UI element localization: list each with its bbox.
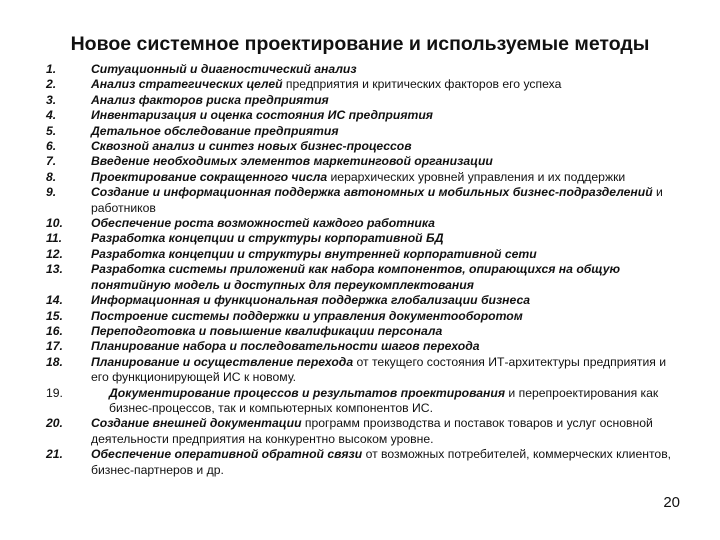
- list-item: [46, 170, 686, 185]
- list-item: [46, 139, 686, 154]
- item-number: 20.: [46, 416, 63, 431]
- item-text-emphasis: Разработка концепции и структуры внутренней корпоративной сети: [91, 246, 537, 261]
- item-text: [91, 447, 686, 478]
- list-item: [46, 324, 686, 339]
- item-number: 2.: [46, 77, 57, 92]
- item-text: [91, 231, 686, 246]
- item-text: [91, 216, 686, 231]
- item-text: [91, 108, 686, 123]
- item-text: [91, 93, 686, 108]
- list-item: [46, 339, 686, 354]
- list-item: [46, 108, 686, 123]
- list-item: [46, 93, 686, 108]
- item-text: [91, 77, 686, 92]
- page-number: 20: [663, 494, 680, 511]
- item-number: 12.: [46, 246, 63, 261]
- item-number: 9.: [46, 185, 57, 200]
- item-text: [91, 262, 686, 293]
- item-text: [91, 339, 686, 354]
- item-text-emphasis: Документирование процессов и результатов проектирования: [109, 385, 506, 400]
- item-text: [91, 324, 686, 339]
- item-text-regular: и работников: [91, 185, 663, 215]
- list-item: [46, 231, 686, 246]
- item-number: 10.: [46, 216, 63, 231]
- item-number: 1.: [46, 62, 57, 76]
- item-number: 6.: [46, 139, 57, 154]
- item-text-regular: от возможных потребителей, коммерческих клиентов, бизнес-партнеров и др.: [91, 447, 672, 477]
- page-title: Новое системное проектирование и используемые методы: [70, 33, 650, 55]
- item-text: [91, 185, 686, 216]
- item-text: [91, 386, 686, 417]
- item-number: 18.: [46, 354, 63, 369]
- item-number: 14.: [46, 293, 63, 308]
- list-item: [46, 416, 686, 447]
- item-number: 16.: [46, 323, 63, 338]
- item-text-regular: от текущего состояния ИТ-архитектуры предприятия и его функционирующей ИС к новому.: [91, 354, 667, 385]
- list-item: [46, 216, 686, 231]
- item-number: 13.: [46, 262, 63, 277]
- item-text: [91, 154, 686, 169]
- item-text-regular: и перепроектирования как бизнес-процессов, так и компьютерных компонентов ИС.: [109, 385, 659, 415]
- item-text-emphasis: Планирование и осуществление перехода: [91, 354, 354, 369]
- item-text-emphasis: Введение необходимых элементов маркетинговой организации: [91, 154, 493, 169]
- item-text-regular: программ производства и поставок товаров и услуг основной деятельности предприятия на конкурентно высоком уровне.: [91, 416, 653, 446]
- item-number: 17.: [46, 339, 63, 354]
- list-item: [46, 309, 686, 324]
- item-text-emphasis: Разработка концепции и структуры корпоративной БД: [91, 231, 444, 246]
- list-item: [46, 62, 686, 77]
- item-text: [91, 170, 686, 185]
- item-text-emphasis: Проектирование сокращенного числа: [91, 169, 328, 184]
- item-text: [91, 62, 686, 77]
- item-text: [91, 139, 686, 154]
- item-text-emphasis: Создание и информационная поддержка автономных и мобильных бизнес-подразделений: [91, 185, 653, 200]
- item-text-emphasis: Обеспечение роста возможностей каждого работника: [91, 216, 435, 231]
- item-text-emphasis: Разработка системы приложений как набора компонентов, опирающихся на общую понятийную модель и доступных для переукомплектования: [91, 262, 621, 292]
- item-text-regular: иерархических уровней управления и их поддержки: [327, 169, 626, 184]
- item-text-emphasis: Детальное обследование предприятия: [91, 123, 339, 138]
- item-number: 3.: [46, 92, 57, 107]
- list-item: [46, 77, 686, 92]
- list-item: [46, 293, 686, 308]
- item-number: 5.: [46, 123, 57, 138]
- item-text-regular: предприятия и критических факторов его успеха: [282, 77, 562, 92]
- list-item: [46, 386, 686, 417]
- item-text: [91, 355, 686, 386]
- list-item: [46, 247, 686, 262]
- list-item: [46, 447, 686, 478]
- item-number: 11.: [46, 231, 63, 246]
- item-text: [91, 309, 686, 324]
- item-number: 4.: [46, 108, 57, 123]
- item-text-emphasis: Ситуационный и диагностический анализ: [91, 62, 357, 76]
- item-number: 21.: [46, 447, 63, 462]
- item-text-emphasis: Сквозной анализ и синтез новых бизнес-процессов: [91, 139, 412, 154]
- item-text-emphasis: Создание внешней документации: [91, 416, 302, 431]
- item-number: 19.: [46, 385, 63, 400]
- item-text-emphasis: Информационная и функциональная поддержка глобализации бизнеса: [91, 293, 531, 308]
- item-text-emphasis: Переподготовка и повышение квалификации персонала: [91, 323, 443, 338]
- item-number: 8.: [46, 169, 57, 184]
- list-item: [46, 262, 686, 293]
- item-number: 15.: [46, 308, 63, 323]
- list-item: [46, 355, 686, 386]
- list-item: [46, 124, 686, 139]
- item-text: [91, 293, 686, 308]
- list-item: [46, 154, 686, 169]
- item-text-emphasis: Планирование набора и последовательности шагов перехода: [91, 339, 480, 354]
- methods-list: [46, 62, 686, 478]
- item-text-emphasis: Анализ стратегических целей: [91, 77, 283, 92]
- item-text-emphasis: Анализ факторов риска предприятия: [91, 92, 329, 107]
- item-text-emphasis: Обеспечение оперативной обратной связи: [91, 447, 363, 462]
- item-number: 7.: [46, 154, 57, 169]
- item-text: [91, 247, 686, 262]
- list-item: [46, 185, 686, 216]
- item-text-emphasis: Инвентаризация и оценка состояния ИС предприятия: [91, 108, 433, 123]
- item-text: [91, 416, 686, 447]
- item-text-emphasis: Построение системы поддержки и управления документооборотом: [91, 308, 523, 323]
- item-text: [91, 124, 686, 139]
